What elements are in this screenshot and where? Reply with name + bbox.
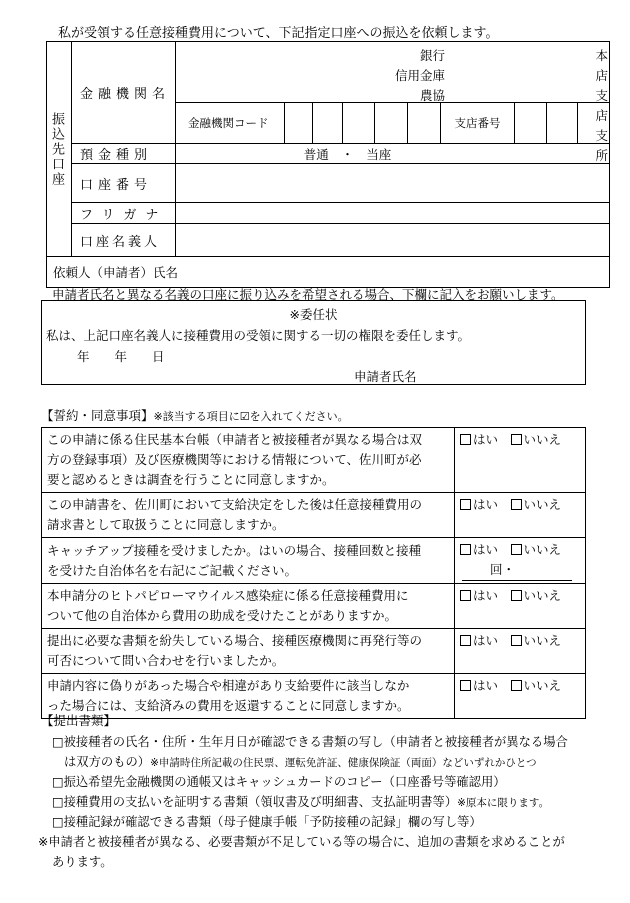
yes-checkbox[interactable]: はい — [460, 678, 498, 693]
yes-checkbox[interactable]: はい — [460, 588, 498, 603]
yes-checkbox[interactable]: はい — [460, 497, 498, 512]
deposit-type-options[interactable]: 普通 ・ 当座 — [176, 144, 610, 164]
branch-code-label: 支店番号 — [441, 103, 515, 144]
bank-code-digit-1[interactable] — [285, 103, 313, 144]
document-item-3-note: ※原本に限ります。 — [457, 797, 550, 809]
no-checkbox[interactable]: いいえ — [511, 678, 562, 693]
account-holder-field[interactable] — [176, 224, 610, 257]
bank-code-digit-4[interactable] — [375, 103, 408, 144]
pledge-answer — [455, 584, 586, 629]
bank-type-nokyo: 農協 — [420, 88, 446, 103]
no-checkbox[interactable]: いいえ — [511, 588, 562, 603]
branch-type-branch: 支店 — [595, 88, 609, 123]
bank-type-bank: 銀行 — [420, 48, 446, 63]
furigana-label: フリガナ — [72, 203, 176, 224]
pledge-answer — [455, 428, 586, 493]
pledge-heading: 【誓約・同意事項】 — [41, 408, 154, 423]
branch-type-main: 本店 — [595, 48, 609, 83]
no-checkbox[interactable]: いいえ — [511, 542, 562, 557]
pledge-question: キャッチアップ接種を受けましたか。はいの場合、接種回数と接種 を受けた自治体名を右記にご記載ください。 — [42, 538, 455, 584]
pledge-row — [42, 538, 586, 584]
pledge-heading-note: ※該当する項目に☑を入れてください。 — [153, 410, 349, 423]
pledge-row — [42, 428, 586, 493]
pledge-table — [41, 427, 586, 719]
proxy-box — [41, 300, 586, 385]
account-form-table — [46, 41, 610, 288]
bank-type-shinkin: 信用金庫 — [395, 68, 446, 83]
pledge-question: この申請に係る住民基本台帳（申請者と被接種者が異なる場合は双 方の登録事項）及び医療機関等における情報について、佐川町が必 要と認めるときは調査を行うことに同意しますか。 — [42, 428, 455, 493]
bank-code-digit-5[interactable] — [408, 103, 441, 144]
account-side-label: 振込先口座 — [49, 111, 64, 187]
documents-heading: 【提出書類】 — [41, 713, 117, 728]
document-item-2: □振込希望先金融機関の通帳又はキャッシュカードのコピー（口座番号等確認用） — [52, 775, 506, 789]
document-item-1-note: ※申請時住所記載の住民票、運転免許証、健康保険証（両面）などいずれかひとつ — [150, 757, 537, 769]
proxy-note: 申請者氏名と異なる名義の口座に振り込みを希望される場合、下欄に記入をお願いします。 — [52, 287, 564, 302]
pledge-question: 提出に必要な書類を紛失している場合、接種医療機関に再発行等の 可否について問い合わせを行いましたか。 — [42, 629, 455, 674]
pledge-row — [42, 629, 586, 674]
pledge-answer — [455, 493, 586, 538]
bank-name-label: 金融機関名 — [72, 42, 176, 144]
proxy-title: ※委任状 — [289, 307, 338, 322]
pledge-answer — [455, 629, 586, 674]
pledge-answer — [455, 674, 586, 719]
branch-type-list — [596, 46, 609, 166]
requester-name-label: 依頼人（申請者）氏名 — [53, 265, 179, 280]
document-item-3: □接種費用の支払いを証明する書類（領収書及び明細書、支払証明書等）※原本に限ります。 — [52, 795, 550, 809]
yes-checkbox[interactable]: はい — [460, 633, 498, 648]
bank-code-digit-2[interactable] — [313, 103, 343, 144]
branch-code-digit-1[interactable] — [515, 103, 547, 144]
deposit-type-label: 預金種別 — [72, 144, 176, 164]
pledge-answer — [455, 538, 586, 584]
pledge-heading-line — [41, 406, 349, 424]
document-item-1: □被接種者の氏名・住所・生年月日が確認できる書類の写し（申請者と被接種者が異なる場合 — [52, 735, 568, 749]
account-number-field[interactable] — [176, 164, 610, 203]
intro-text: 私が受領する任意接種費用について、下記指定口座への振込を依頼します。 — [58, 26, 499, 41]
bank-name-field[interactable] — [176, 42, 610, 103]
branch-code-digit-2[interactable] — [547, 103, 578, 144]
requester-name-field[interactable] — [47, 257, 610, 288]
proxy-signer-label: 申請者氏名 — [354, 369, 417, 384]
pledge-question: この申請書を、佐川町において支給決定をした後は任意接種費用の 請求書として取扱うことに同意しますか。 — [42, 493, 455, 538]
document-item-4: □接種記録が確認できる書類（母子健康手帳「予防接種の記録」欄の写し等） — [52, 815, 482, 829]
pledge-question: 本申請分のヒトパピローマウイルス感染症に係る任意接種費用に ついて他の自治体から費用の助成を受けたことがありますか。 — [42, 584, 455, 629]
proxy-date: 年 年 日 — [77, 349, 165, 364]
documents-note-cont: あります。 — [52, 855, 113, 869]
no-checkbox[interactable]: いいえ — [511, 432, 562, 447]
no-checkbox[interactable]: いいえ — [511, 497, 562, 512]
branch-type-sub: 支所 — [595, 128, 609, 163]
pledge-row — [42, 674, 586, 719]
furigana-field[interactable] — [176, 203, 610, 224]
no-checkbox[interactable]: いいえ — [511, 633, 562, 648]
account-holder-label: 口座名義人 — [72, 224, 176, 257]
pledge-row — [42, 584, 586, 629]
pledge-question: 申請内容に偽りがあった場合や相違があり支給要件に該当しなか った場合には、支給済みの費用を返還することに同意しますか。 — [42, 674, 455, 719]
yes-checkbox[interactable]: はい — [460, 432, 498, 447]
account-number-label: 口座番号 — [72, 164, 176, 203]
vaccination-count-label: 回・ — [490, 562, 516, 577]
bank-code-digit-3[interactable] — [343, 103, 375, 144]
bank-type-list — [395, 46, 445, 106]
vaccination-count-field[interactable] — [462, 560, 572, 581]
pledge-row — [42, 493, 586, 538]
account-side-label-cell — [47, 42, 72, 257]
yes-checkbox[interactable]: はい — [460, 542, 498, 557]
documents-note: ※申請者と被接種者が異なる、必要書類が不足している等の場合に、追加の書類を求めることが — [38, 835, 565, 849]
proxy-body: 私は、上記口座名義人に接種費用の受領に関する一切の権限を委任します。 — [46, 328, 471, 343]
bank-code-label: 金融機関コード — [176, 103, 285, 144]
document-item-1-cont: は双方のもの）※申請時住所記載の住民票、運転免許証、健康保険証（両面）などいずれかひとつ — [64, 755, 537, 769]
